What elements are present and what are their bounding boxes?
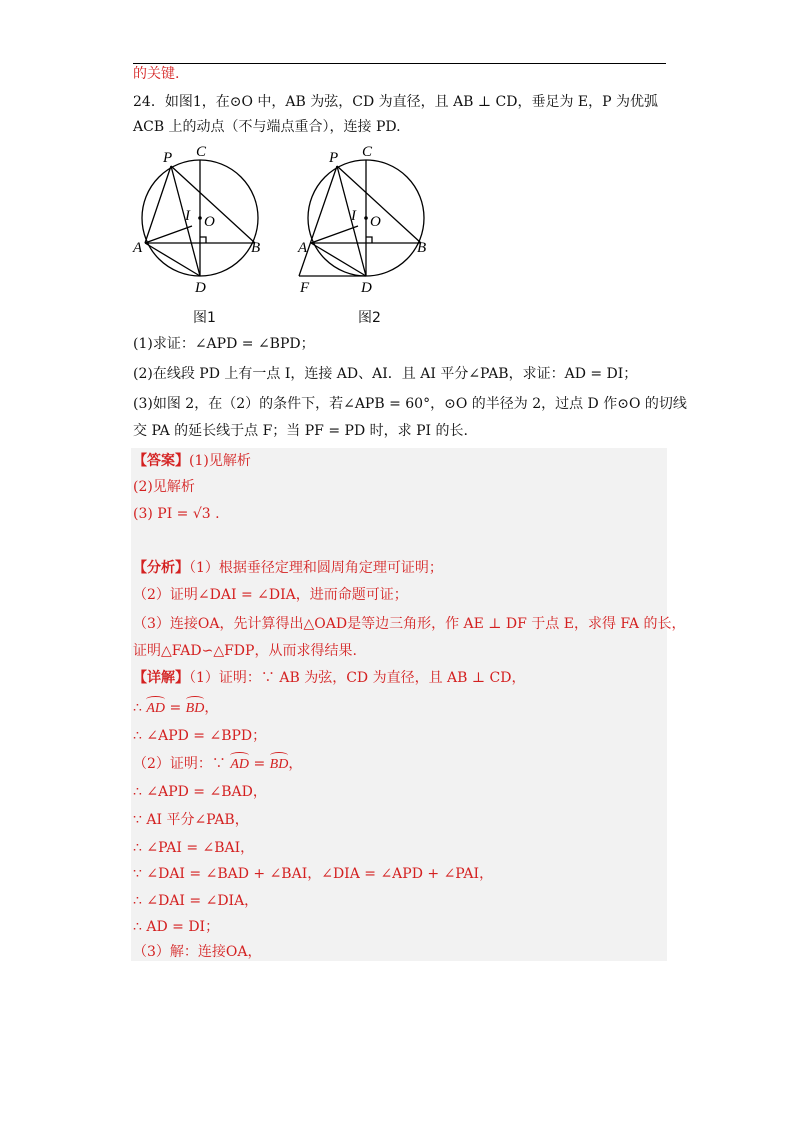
- figure-1-center-dot: [198, 216, 202, 220]
- figure-1-segment-ad: [145, 243, 200, 276]
- detail-line-5: ∴ ∠APD = ∠BAD，: [133, 784, 267, 800]
- detail-line-7: ∴ ∠PAI = ∠BAI，: [133, 840, 255, 856]
- detail-tag: 【详解】: [133, 670, 189, 686]
- analysis-line-4: 证明△FAD∽△FDP，从而求得结果.: [133, 643, 357, 659]
- figure-2-label-b: B: [417, 240, 427, 256]
- figure-1-label-c: C: [196, 144, 207, 160]
- figure-1-label-d: D: [195, 280, 206, 296]
- detail-line-3: ∴ ∠APD = ∠BPD；: [133, 728, 267, 744]
- problem-line-2: ACB 上的动点（不与端点重合），连接 PD.: [133, 119, 401, 135]
- answer-tag: 【答案】: [133, 453, 189, 469]
- analysis-text-1: （1）根据垂径定理和圆周角定理可证明；: [189, 560, 443, 576]
- detail-therefore: ∴: [133, 700, 147, 716]
- figure-2-segment-pf: [299, 166, 337, 276]
- figure-1-label-i: I: [185, 208, 190, 224]
- question-2: (2)在线段 PD 上有一点 I，连接 AD、AI．且 AI 平分∠PAB，求证：AD = DI；: [133, 366, 638, 382]
- figure-1-label-o: O: [204, 214, 215, 230]
- header-rule: [133, 63, 666, 64]
- analysis-tag: 【分析】: [133, 560, 189, 576]
- figure-1-caption: 图1: [193, 310, 216, 326]
- figure-2-right-angle: [366, 237, 372, 243]
- detail-line-1: [133, 668, 525, 688]
- figure-2-label-c: C: [362, 144, 373, 160]
- figures-svg: [130, 140, 450, 335]
- answer-line-1: [133, 451, 251, 471]
- analysis-line-2: （2）证明∠DAI = ∠DIA，进而命题可证；: [133, 587, 408, 603]
- arc-bd-2: BD: [270, 755, 289, 775]
- analysis-line-3: （3）连接OA，先计算得出△OAD是等边三角形，作 AE ⊥ DF 于点 E，求得 FA 的长，: [133, 616, 686, 632]
- arc-ad: AD: [146, 699, 165, 719]
- answer-1: (1)见解析: [189, 453, 251, 469]
- equals-sign: =: [165, 700, 186, 716]
- comma: ，: [204, 700, 219, 716]
- continuation-text: 的关键.: [133, 66, 180, 82]
- question-3-line-2: 交 PA 的延长线于点 F；当 PF = PD 时，求 PI 的长.: [133, 423, 468, 439]
- figure-2-diagram: [299, 160, 427, 276]
- detail-because: （2）证明：∵: [133, 756, 231, 772]
- figure-2-segment-ad: [311, 243, 366, 276]
- question-3-line-1: (3)如图 2，在（2）的条件下，若∠APB = 60°，⊙O 的半径为 2，过点 D 作⊙O 的切线: [133, 396, 687, 412]
- detail-line-2: [133, 698, 218, 719]
- detail-line-8: ∵ ∠DAI = ∠BAD + ∠BAI，∠DIA = ∠APD + ∠PAI，: [133, 866, 494, 882]
- figure-2-label-o: O: [370, 214, 381, 230]
- figure-1-right-angle: [200, 237, 206, 243]
- figure-2-label-f: F: [300, 280, 310, 296]
- figure-2-label-i: I: [351, 208, 356, 224]
- arc-ad-2: AD: [230, 755, 249, 775]
- figure-1-segment-ai: [145, 226, 192, 243]
- figure-1-label-p: P: [163, 150, 173, 166]
- figure-2-caption: 图2: [358, 310, 381, 326]
- figure-2-segment-ai: [311, 226, 358, 243]
- geometry-figures: [130, 140, 450, 335]
- answer-2: (2)见解析: [133, 479, 195, 495]
- figure-2-center-dot: [364, 216, 368, 220]
- detail-line-6: ∵ AI 平分∠PAB，: [133, 812, 249, 828]
- analysis-line-1: [133, 558, 443, 578]
- arc-bd: BD: [186, 699, 205, 719]
- detail-line-9: ∴ ∠DAI = ∠DIA，: [133, 893, 259, 909]
- figure-1-label-a: A: [133, 240, 143, 256]
- figure-1-label-b: B: [251, 240, 261, 256]
- answer-3: (3) PI = √3 .: [133, 506, 220, 522]
- comma-2: ，: [288, 756, 303, 772]
- detail-line-11: （3）解：连接OA，: [133, 944, 262, 960]
- detail-line-4: [133, 754, 302, 775]
- problem-line-1: 24．如图1，在⊙O 中，AB 为弦，CD 为直径，且 AB ⊥ CD，垂足为 E，P 为优弧: [133, 94, 659, 110]
- question-1: (1)求证：∠APD = ∠BPD；: [133, 336, 315, 352]
- equals-sign-2: =: [249, 756, 270, 772]
- figure-2-label-a: A: [298, 240, 308, 256]
- detail-text-1: （1）证明：∵ AB 为弦，CD 为直径，且 AB ⊥ CD，: [189, 670, 526, 686]
- detail-line-10: ∴ AD = DI；: [133, 919, 220, 935]
- figure-2-label-p: P: [329, 150, 339, 166]
- figure-2-label-d: D: [361, 280, 372, 296]
